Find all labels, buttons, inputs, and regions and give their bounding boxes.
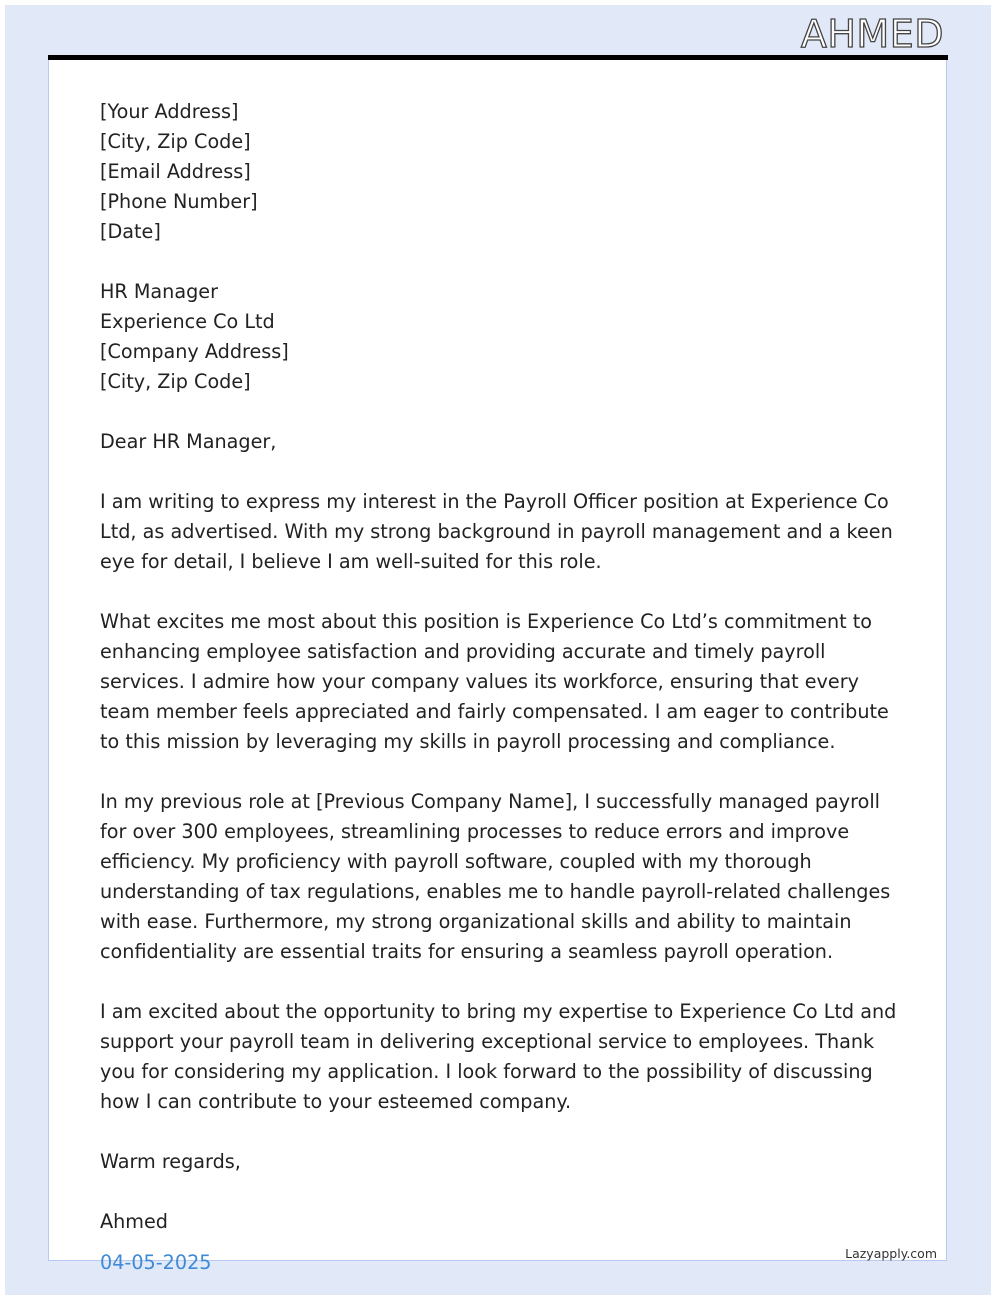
spacer (100, 757, 910, 787)
watermark: Lazyapply.com (845, 1246, 937, 1261)
body-paragraph-4: I am excited about the opportunity to bring my expertise to Experience Co Ltd and support your payroll team in delivering exceptional service to employees. Thank you for considering my application. I look forward to the possibility of discussing how I can contribute to your esteemed company. (100, 1000, 897, 1113)
salutation: Dear HR Manager, (100, 430, 277, 453)
recipient-block (100, 277, 910, 397)
sender-block (100, 97, 910, 247)
recipient-company: Experience Co Ltd (100, 310, 275, 333)
body-paragraph-3: In my previous role at [Previous Company Name], I successfully managed payroll for over 300 employees, streamlining processes to reduce errors and improve efficiency. My proficiency with payroll software, coupled with my thorough understanding of tax regulations, enables me to handle payroll-related challenges with ease. Furthermore, my strong organizational skills and ability to maintain confidentiality are essential traits for ensuring a seamless payroll operation. (100, 790, 891, 963)
spacer (100, 1177, 910, 1207)
sender-phone: [Phone Number] (100, 190, 258, 213)
spacer (100, 967, 910, 997)
spacer (100, 1117, 910, 1147)
header-name: AHMED (800, 12, 944, 56)
sender-address: [Your Address] (100, 100, 239, 123)
sender-email: [Email Address] (100, 160, 251, 183)
recipient-address: [Company Address] (100, 340, 289, 363)
spacer (100, 397, 910, 427)
recipient-title: HR Manager (100, 280, 218, 303)
sender-city-zip: [City, Zip Code] (100, 130, 251, 153)
signature: Ahmed (100, 1210, 168, 1233)
body-paragraph-1: I am writing to express my interest in the Payroll Officer position at Experience Co Ltd, as advertised. With my strong background in payroll management and a keen eye for detail, I believe I am well-suited for this role. (100, 490, 893, 573)
closing: Warm regards, (100, 1150, 241, 1173)
sender-date: [Date] (100, 220, 161, 243)
spacer (100, 457, 910, 487)
footer-date: 04-05-2025 (100, 1251, 212, 1274)
cover-letter (100, 97, 910, 1237)
recipient-city-zip: [City, Zip Code] (100, 370, 251, 393)
spacer (100, 247, 910, 277)
body-paragraph-2: What excites me most about this position is Experience Co Ltd’s commitment to enhancing employee satisfaction and providing accurate and timely payroll services. I admire how your company values its workforce, ensuring that every team member feels appreciated and fairly compensated. I am eager to contribute to this mission by leveraging my skills in payroll processing and compliance. (100, 610, 889, 753)
spacer (100, 577, 910, 607)
